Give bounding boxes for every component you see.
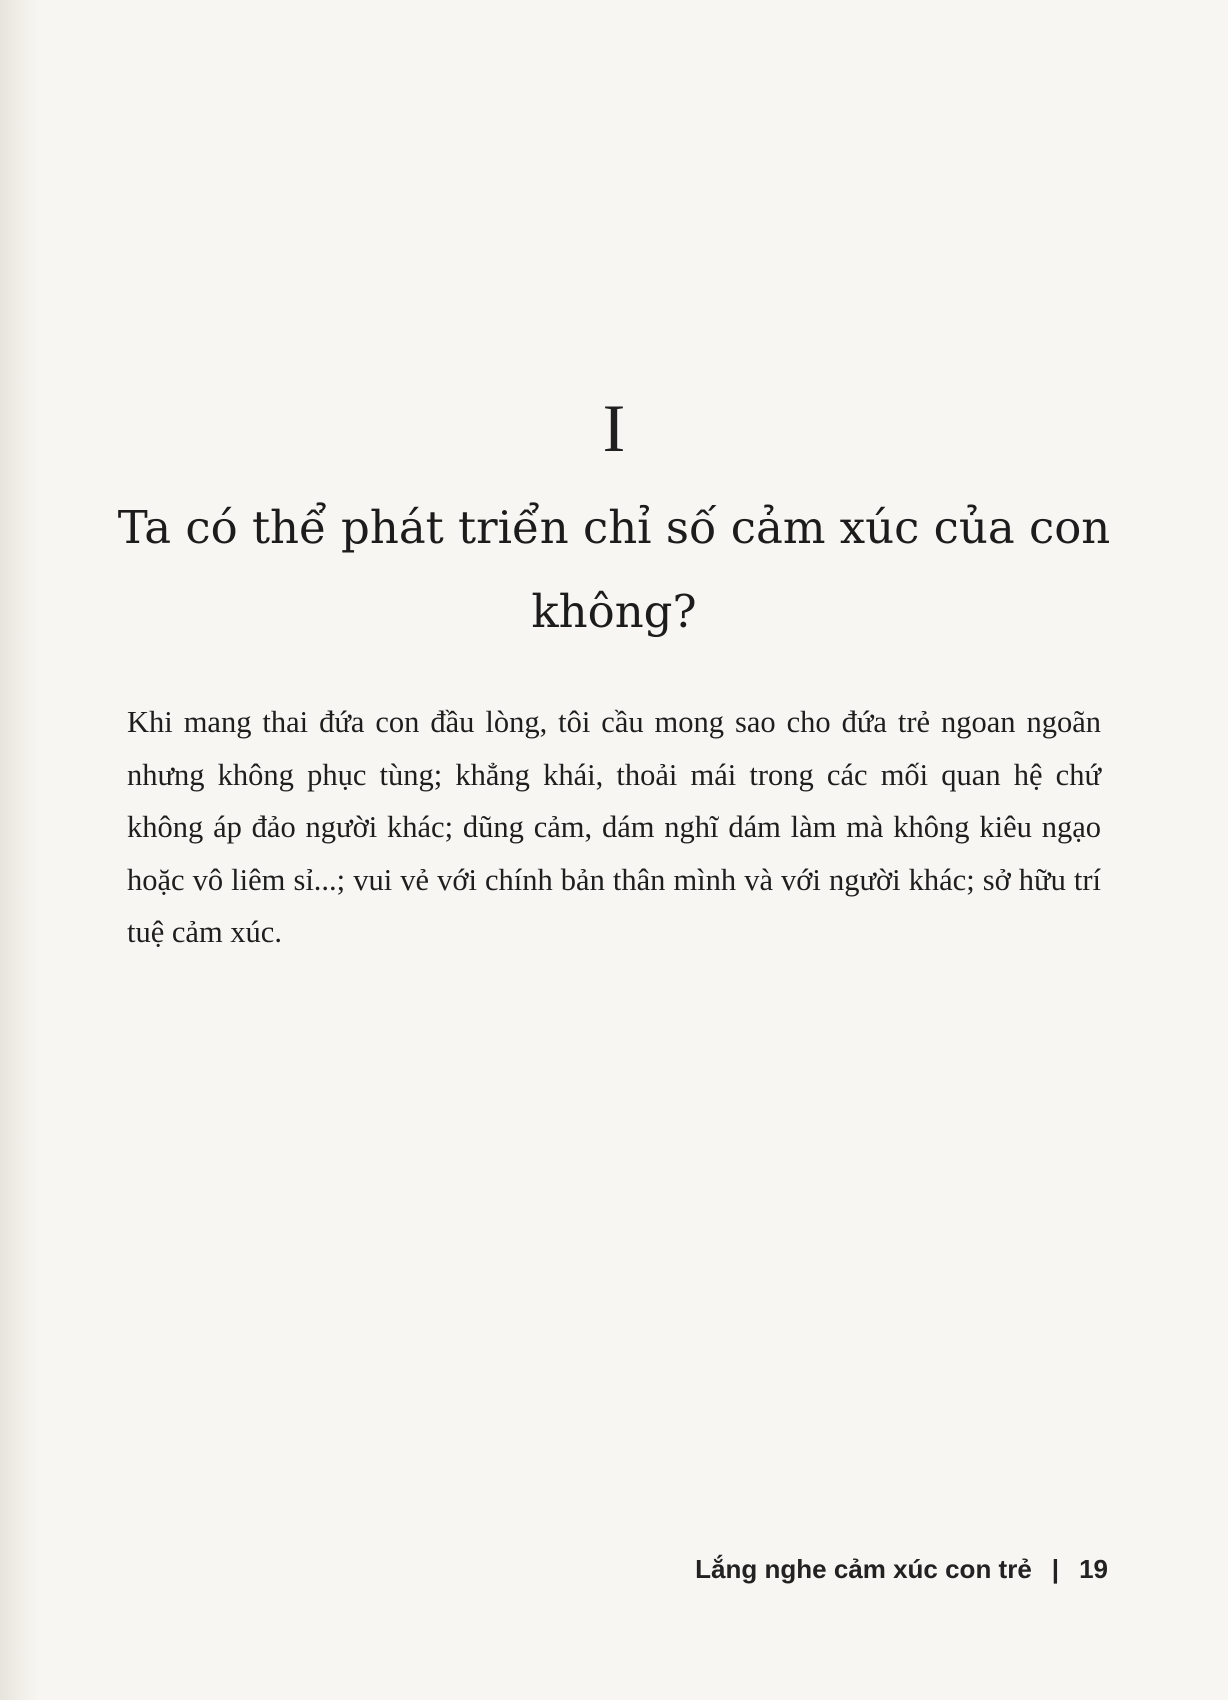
body-paragraph: Khi mang thai đứa con đầu lòng, tôi cầu mong sao cho đứa trẻ ngoan ngoãn nhưng không phục tùng; khẳng khái, thoải mái trong các mối quan hệ chứ không áp đảo người khác; dũng cảm, dám nghĩ dám làm mà không kiêu ngạo hoặc vô liêm sỉ...; vui vẻ với chính bản thân mình và với người khác; sở hữu trí tuệ cảm xúc. [127,705,1101,949]
footer-separator: | [1051,1554,1060,1584]
chapter-title: Ta có thể phát triển chỉ số cảm xúc của con không? [117,501,1111,638]
page-footer [695,1554,1108,1585]
page-number: 19 [1079,1554,1108,1584]
chapter-numeral: I [602,390,626,466]
page-edge-shadow [0,0,40,1700]
running-header-title: Lắng nghe cảm xúc con trẻ [695,1554,1032,1584]
